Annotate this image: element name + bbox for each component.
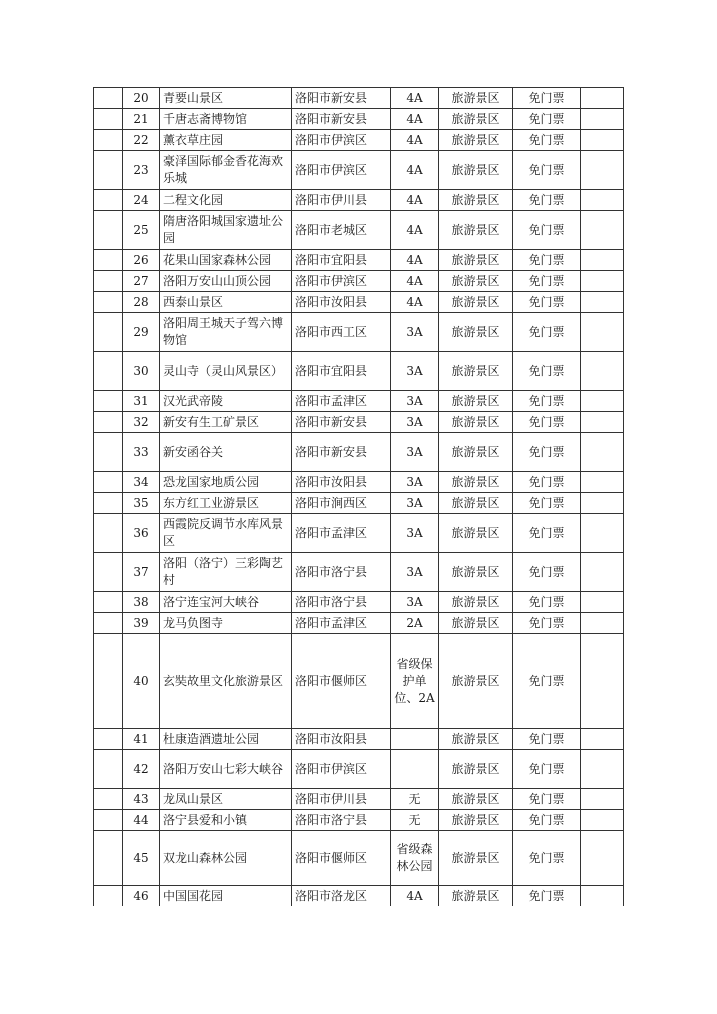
- scenic-name: 二程文化园: [160, 190, 292, 211]
- left-blank-cell: [94, 109, 123, 130]
- right-blank-cell: [581, 810, 624, 831]
- ticket-policy: 免门票: [513, 130, 581, 151]
- table-row: [94, 211, 624, 250]
- scenic-name: 东方红工业游景区: [160, 493, 292, 514]
- scenic-grade: 无: [391, 810, 439, 831]
- scenic-name: 杜康造酒遗址公园: [160, 729, 292, 750]
- scenic-name: 花果山国家森林公园: [160, 250, 292, 271]
- scenic-location: 洛阳市洛宁县: [292, 553, 391, 592]
- ticket-policy: 免门票: [513, 514, 581, 553]
- scenic-name: 双龙山森林公园: [160, 831, 292, 886]
- scenic-grade: 4A: [391, 190, 439, 211]
- scenic-location: 洛阳市涧西区: [292, 493, 391, 514]
- scenic-type: 旅游景区: [439, 493, 513, 514]
- row-number: 41: [123, 729, 160, 750]
- scenic-name: 千唐志斋博物馆: [160, 109, 292, 130]
- table-row: [94, 514, 624, 553]
- table-row: [94, 592, 624, 613]
- scenic-type: 旅游景区: [439, 250, 513, 271]
- ticket-policy: 免门票: [513, 292, 581, 313]
- table-row: [94, 412, 624, 433]
- left-blank-cell: [94, 789, 123, 810]
- row-number: 38: [123, 592, 160, 613]
- ticket-policy: 免门票: [513, 151, 581, 190]
- left-blank-cell: [94, 313, 123, 352]
- scenic-name: 洛阳周王城天子驾六博物馆: [160, 313, 292, 352]
- left-blank-cell: [94, 250, 123, 271]
- table-row: [94, 250, 624, 271]
- scenic-name: 灵山寺（灵山风景区）: [160, 352, 292, 391]
- scenic-grade: 3A: [391, 391, 439, 412]
- right-blank-cell: [581, 88, 624, 109]
- scenic-location: 洛阳市新安县: [292, 412, 391, 433]
- scenic-grade: 4A: [391, 886, 439, 907]
- left-blank-cell: [94, 433, 123, 472]
- scenic-type: 旅游景区: [439, 391, 513, 412]
- row-number: 22: [123, 130, 160, 151]
- scenic-type: 旅游景区: [439, 592, 513, 613]
- table-row: [94, 472, 624, 493]
- row-number: 21: [123, 109, 160, 130]
- scenic-type: 旅游景区: [439, 130, 513, 151]
- scenic-grade: 4A: [391, 151, 439, 190]
- row-number: 20: [123, 88, 160, 109]
- scenic-grade: 3A: [391, 433, 439, 472]
- table-row: [94, 634, 624, 729]
- scenic-location: 洛阳市宜阳县: [292, 250, 391, 271]
- row-number: 28: [123, 292, 160, 313]
- scenic-grade: 4A: [391, 130, 439, 151]
- scenic-location: 洛阳市洛宁县: [292, 592, 391, 613]
- row-number: 26: [123, 250, 160, 271]
- left-blank-cell: [94, 634, 123, 729]
- scenic-location: 洛阳市孟津区: [292, 514, 391, 553]
- scenic-type: 旅游景区: [439, 433, 513, 472]
- scenic-name: 龙马负图寺: [160, 613, 292, 634]
- scenic-type: 旅游景区: [439, 271, 513, 292]
- right-blank-cell: [581, 472, 624, 493]
- scenic-location: 洛阳市新安县: [292, 109, 391, 130]
- right-blank-cell: [581, 886, 624, 907]
- table-row: [94, 313, 624, 352]
- scenic-grade: 2A: [391, 613, 439, 634]
- scenic-name: 洛阳（洛宁）三彩陶艺村: [160, 553, 292, 592]
- table-row: [94, 810, 624, 831]
- table-row: [94, 613, 624, 634]
- right-blank-cell: [581, 493, 624, 514]
- scenic-name: 隋唐洛阳城国家遗址公园: [160, 211, 292, 250]
- ticket-policy: 免门票: [513, 472, 581, 493]
- scenic-grade: 3A: [391, 472, 439, 493]
- row-number: 25: [123, 211, 160, 250]
- ticket-policy: 免门票: [513, 613, 581, 634]
- left-blank-cell: [94, 514, 123, 553]
- left-blank-cell: [94, 493, 123, 514]
- left-blank-cell: [94, 352, 123, 391]
- right-blank-cell: [581, 634, 624, 729]
- right-blank-cell: [581, 729, 624, 750]
- ticket-policy: 免门票: [513, 729, 581, 750]
- scenic-grade: 3A: [391, 514, 439, 553]
- left-blank-cell: [94, 592, 123, 613]
- table-row: [94, 391, 624, 412]
- scenic-spot-table: [93, 87, 624, 906]
- ticket-policy: 免门票: [513, 634, 581, 729]
- scenic-grade: 4A: [391, 211, 439, 250]
- table-body: [94, 88, 624, 907]
- right-blank-cell: [581, 553, 624, 592]
- scenic-location: 洛阳市偃师区: [292, 831, 391, 886]
- scenic-location: 洛阳市宜阳县: [292, 352, 391, 391]
- scenic-name: 洛宁连宝河大峡谷: [160, 592, 292, 613]
- scenic-type: 旅游景区: [439, 109, 513, 130]
- right-blank-cell: [581, 151, 624, 190]
- table-row: [94, 789, 624, 810]
- row-number: 45: [123, 831, 160, 886]
- row-number: 43: [123, 789, 160, 810]
- table-row: [94, 151, 624, 190]
- left-blank-cell: [94, 130, 123, 151]
- scenic-location: 洛阳市老城区: [292, 211, 391, 250]
- row-number: 40: [123, 634, 160, 729]
- row-number: 29: [123, 313, 160, 352]
- scenic-grade: [391, 729, 439, 750]
- right-blank-cell: [581, 292, 624, 313]
- table-row: [94, 352, 624, 391]
- ticket-policy: 免门票: [513, 109, 581, 130]
- scenic-name: 新安有生工矿景区: [160, 412, 292, 433]
- ticket-policy: 免门票: [513, 190, 581, 211]
- left-blank-cell: [94, 831, 123, 886]
- row-number: 46: [123, 886, 160, 907]
- scenic-location: 洛阳市孟津区: [292, 391, 391, 412]
- scenic-type: 旅游景区: [439, 514, 513, 553]
- row-number: 32: [123, 412, 160, 433]
- scenic-name: 新安函谷关: [160, 433, 292, 472]
- row-number: 42: [123, 750, 160, 789]
- scenic-name: 中国国花园: [160, 886, 292, 907]
- scenic-grade: [391, 750, 439, 789]
- scenic-type: 旅游景区: [439, 292, 513, 313]
- ticket-policy: 免门票: [513, 412, 581, 433]
- scenic-location: 洛阳市伊滨区: [292, 750, 391, 789]
- left-blank-cell: [94, 151, 123, 190]
- scenic-name: 恐龙国家地质公园: [160, 472, 292, 493]
- left-blank-cell: [94, 810, 123, 831]
- row-number: 30: [123, 352, 160, 391]
- ticket-policy: 免门票: [513, 831, 581, 886]
- scenic-location: 洛阳市洛龙区: [292, 886, 391, 907]
- scenic-location: 洛阳市汝阳县: [292, 472, 391, 493]
- scenic-type: 旅游景区: [439, 190, 513, 211]
- scenic-grade: 4A: [391, 250, 439, 271]
- right-blank-cell: [581, 412, 624, 433]
- scenic-name: 洛阳万安山七彩大峡谷: [160, 750, 292, 789]
- ticket-policy: 免门票: [513, 88, 581, 109]
- table-row: [94, 433, 624, 472]
- scenic-type: 旅游景区: [439, 553, 513, 592]
- right-blank-cell: [581, 789, 624, 810]
- scenic-type: 旅游景区: [439, 352, 513, 391]
- scenic-grade: 3A: [391, 313, 439, 352]
- table-row: [94, 130, 624, 151]
- right-blank-cell: [581, 211, 624, 250]
- scenic-type: 旅游景区: [439, 886, 513, 907]
- left-blank-cell: [94, 613, 123, 634]
- ticket-policy: 免门票: [513, 352, 581, 391]
- scenic-location: 洛阳市偃师区: [292, 634, 391, 729]
- ticket-policy: 免门票: [513, 592, 581, 613]
- table-row: [94, 553, 624, 592]
- scenic-type: 旅游景区: [439, 750, 513, 789]
- scenic-name: 西霞院反调节水库风景区: [160, 514, 292, 553]
- right-blank-cell: [581, 130, 624, 151]
- scenic-location: 洛阳市汝阳县: [292, 292, 391, 313]
- scenic-name: 薰衣草庄园: [160, 130, 292, 151]
- left-blank-cell: [94, 472, 123, 493]
- scenic-name: 西泰山景区: [160, 292, 292, 313]
- right-blank-cell: [581, 250, 624, 271]
- row-number: 31: [123, 391, 160, 412]
- scenic-grade: 4A: [391, 292, 439, 313]
- scenic-location: 洛阳市汝阳县: [292, 729, 391, 750]
- scenic-grade: 3A: [391, 412, 439, 433]
- row-number: 33: [123, 433, 160, 472]
- right-blank-cell: [581, 613, 624, 634]
- scenic-name: 洛宁县爱和小镇: [160, 810, 292, 831]
- table-row: [94, 729, 624, 750]
- left-blank-cell: [94, 391, 123, 412]
- left-blank-cell: [94, 729, 123, 750]
- right-blank-cell: [581, 750, 624, 789]
- table-row: [94, 886, 624, 907]
- scenic-grade: 省级森林公园: [391, 831, 439, 886]
- left-blank-cell: [94, 750, 123, 789]
- scenic-type: 旅游景区: [439, 472, 513, 493]
- scenic-type: 旅游景区: [439, 313, 513, 352]
- ticket-policy: 免门票: [513, 271, 581, 292]
- scenic-grade: 4A: [391, 88, 439, 109]
- row-number: 39: [123, 613, 160, 634]
- scenic-location: 洛阳市伊滨区: [292, 151, 391, 190]
- scenic-grade: 3A: [391, 493, 439, 514]
- scenic-type: 旅游景区: [439, 831, 513, 886]
- left-blank-cell: [94, 190, 123, 211]
- ticket-policy: 免门票: [513, 391, 581, 412]
- scenic-name: 玄奘故里文化旅游景区: [160, 634, 292, 729]
- scenic-grade: 3A: [391, 352, 439, 391]
- scenic-type: 旅游景区: [439, 613, 513, 634]
- scenic-location: 洛阳市伊川县: [292, 190, 391, 211]
- row-number: 23: [123, 151, 160, 190]
- row-number: 35: [123, 493, 160, 514]
- ticket-policy: 免门票: [513, 750, 581, 789]
- scenic-location: 洛阳市伊滨区: [292, 130, 391, 151]
- scenic-type: 旅游景区: [439, 412, 513, 433]
- table-row: [94, 190, 624, 211]
- right-blank-cell: [581, 592, 624, 613]
- ticket-policy: 免门票: [513, 433, 581, 472]
- left-blank-cell: [94, 553, 123, 592]
- table-row: [94, 88, 624, 109]
- scenic-type: 旅游景区: [439, 634, 513, 729]
- ticket-policy: 免门票: [513, 810, 581, 831]
- ticket-policy: 免门票: [513, 553, 581, 592]
- right-blank-cell: [581, 271, 624, 292]
- scenic-name: 汉光武帝陵: [160, 391, 292, 412]
- scenic-name: 洛阳万安山山顶公园: [160, 271, 292, 292]
- ticket-policy: 免门票: [513, 886, 581, 907]
- scenic-grade: 无: [391, 789, 439, 810]
- scenic-type: 旅游景区: [439, 729, 513, 750]
- scenic-location: 洛阳市新安县: [292, 433, 391, 472]
- scenic-grade: 3A: [391, 553, 439, 592]
- right-blank-cell: [581, 352, 624, 391]
- row-number: 27: [123, 271, 160, 292]
- table-row: [94, 831, 624, 886]
- row-number: 36: [123, 514, 160, 553]
- scenic-grade: 省级保护单位、2A: [391, 634, 439, 729]
- right-blank-cell: [581, 313, 624, 352]
- scenic-location: 洛阳市伊滨区: [292, 271, 391, 292]
- left-blank-cell: [94, 88, 123, 109]
- right-blank-cell: [581, 109, 624, 130]
- scenic-location: 洛阳市洛宁县: [292, 810, 391, 831]
- scenic-grade: 3A: [391, 592, 439, 613]
- ticket-policy: 免门票: [513, 789, 581, 810]
- scenic-grade: 4A: [391, 271, 439, 292]
- scenic-type: 旅游景区: [439, 211, 513, 250]
- ticket-policy: 免门票: [513, 211, 581, 250]
- scenic-type: 旅游景区: [439, 789, 513, 810]
- scenic-location: 洛阳市伊川县: [292, 789, 391, 810]
- left-blank-cell: [94, 271, 123, 292]
- right-blank-cell: [581, 433, 624, 472]
- table-row: [94, 493, 624, 514]
- scenic-type: 旅游景区: [439, 151, 513, 190]
- right-blank-cell: [581, 514, 624, 553]
- left-blank-cell: [94, 292, 123, 313]
- scenic-grade: 4A: [391, 109, 439, 130]
- table-row: [94, 750, 624, 789]
- scenic-name: 豪泽国际郁金香花海欢乐城: [160, 151, 292, 190]
- row-number: 44: [123, 810, 160, 831]
- scenic-name: 龙凤山景区: [160, 789, 292, 810]
- left-blank-cell: [94, 886, 123, 907]
- scenic-location: 洛阳市新安县: [292, 88, 391, 109]
- table-row: [94, 271, 624, 292]
- left-blank-cell: [94, 412, 123, 433]
- ticket-policy: 免门票: [513, 250, 581, 271]
- ticket-policy: 免门票: [513, 493, 581, 514]
- right-blank-cell: [581, 831, 624, 886]
- scenic-name: 青要山景区: [160, 88, 292, 109]
- scenic-location: 洛阳市孟津区: [292, 613, 391, 634]
- scenic-type: 旅游景区: [439, 810, 513, 831]
- right-blank-cell: [581, 190, 624, 211]
- row-number: 37: [123, 553, 160, 592]
- row-number: 34: [123, 472, 160, 493]
- right-blank-cell: [581, 391, 624, 412]
- row-number: 24: [123, 190, 160, 211]
- left-blank-cell: [94, 211, 123, 250]
- scenic-location: 洛阳市西工区: [292, 313, 391, 352]
- ticket-policy: 免门票: [513, 313, 581, 352]
- table-row: [94, 292, 624, 313]
- table-row: [94, 109, 624, 130]
- scenic-type: 旅游景区: [439, 88, 513, 109]
